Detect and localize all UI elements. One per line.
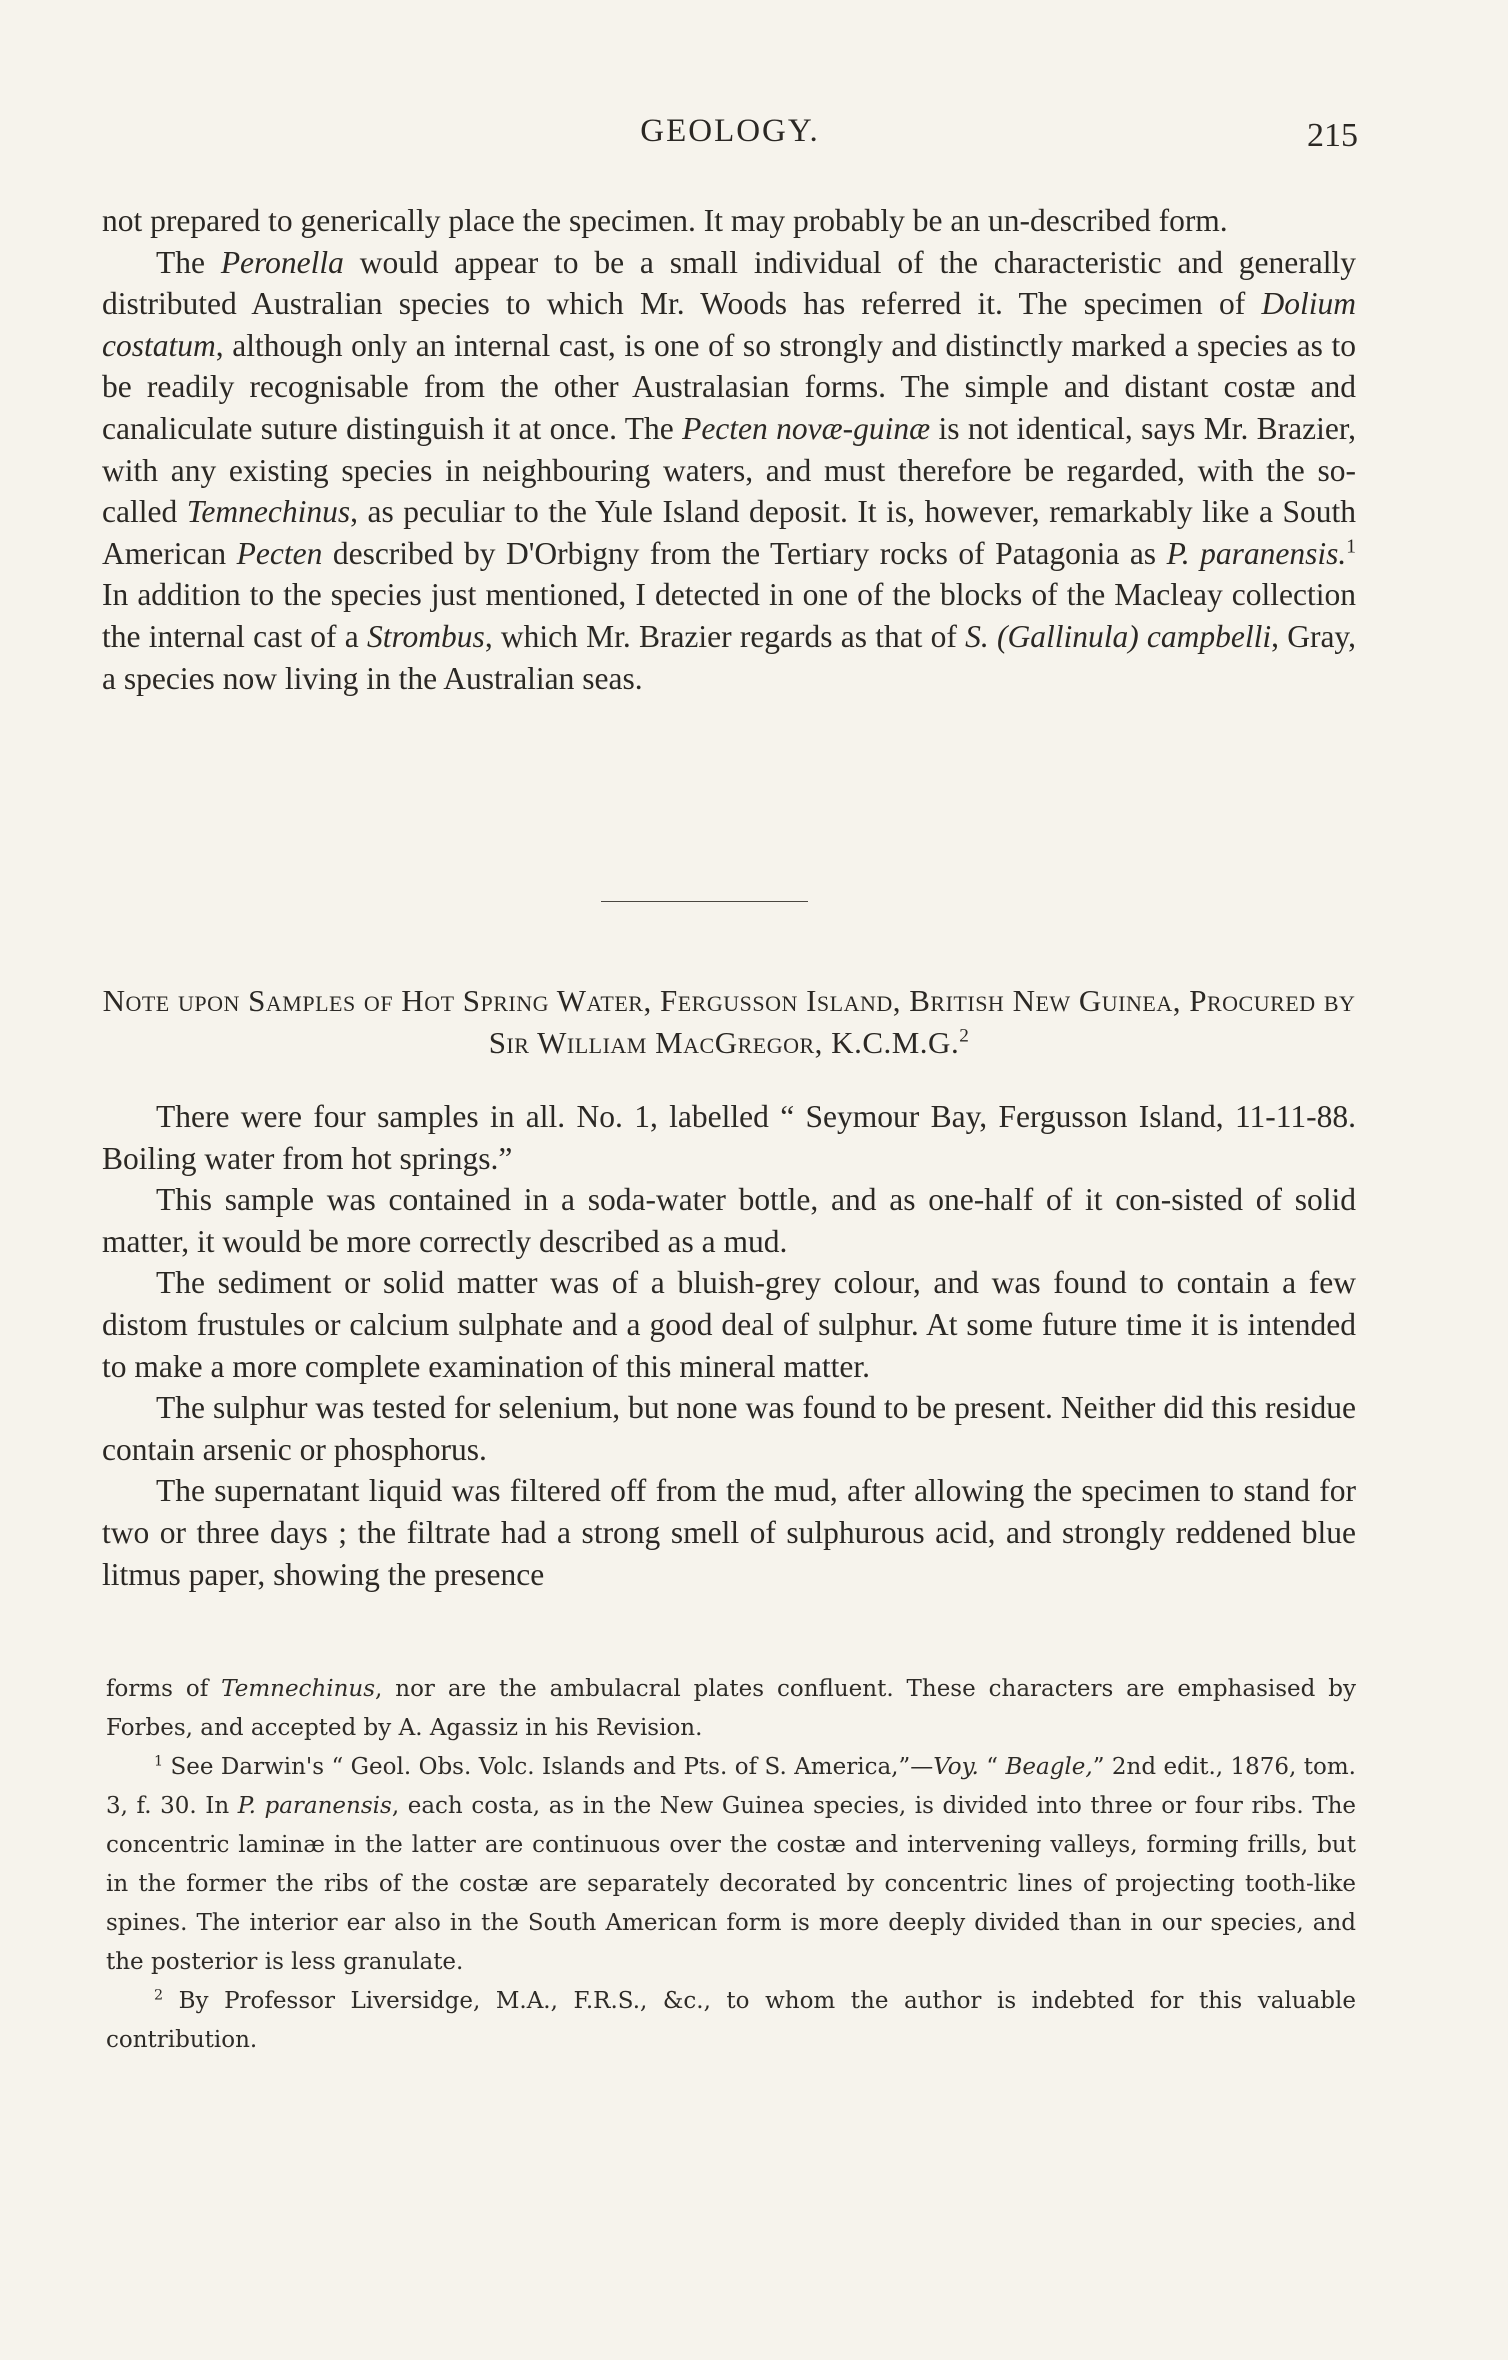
taxon-name: Temnechinus (221, 1676, 376, 1702)
taxon-name: P. paranensis. (1166, 535, 1347, 571)
footnote-2 (106, 1982, 1356, 2060)
footnote-number: 1 (154, 1753, 164, 1770)
heading-text: Note upon Samples of Hot Spring Water, Fergusson Island, British New Guinea, Procured by Sir William MacGregor, K.C.M.G. (102, 983, 1356, 1060)
text-run: See Darwin's “ Geol. Obs. Volc. Islands and Pts. of S. America,”— (163, 1754, 934, 1780)
text-run: , which Mr. Brazier regards as that of (484, 618, 966, 654)
paragraph: not prepared to generically place the specimen. It may probably be an un-described form. (102, 203, 1228, 238)
text-run: described by D'Orbigny from the Tertiary rocks of Patagonia as (322, 535, 1167, 571)
text-run: is not identical, says Mr. Brazier, with any existing species in neighbouring waters, and must therefore be regarded, with the so-called (102, 410, 1356, 530)
footnote-marker: 2 (959, 1025, 970, 1047)
text-run: ” 2nd edit., 1876, tom. 3, f. 30. In (106, 1754, 1356, 1819)
text-run: , although only an internal cast, is one of so strongly and distinctly marked a species as to be readily recognisable from the other Australasian forms. The simple and distant costæ and canaliculate suture distinguish it at once. The (102, 327, 1356, 446)
taxon-name: S. (965, 618, 989, 654)
taxon-name: Temnechinus (186, 494, 351, 530)
text-run: By Professor Liversidge, M.A., F.R.S., &c., to whom the author is indebted for this valuable contribution. (106, 1988, 1356, 2053)
italic-text: Beagle, (1005, 1754, 1093, 1780)
text-run: “ (978, 1754, 1006, 1780)
taxon-name: (Gallinula) campbelli (996, 618, 1272, 654)
section-divider (601, 901, 808, 902)
text-run: forms of (106, 1676, 222, 1702)
italic-text: Voy. (933, 1754, 979, 1780)
paragraph: This sample was contained in a soda-water bottle, and as one-half of it con-sisted of solid matter, it would be more correctly described as a mud. (102, 1182, 1356, 1259)
taxon-name: Peronella (220, 244, 344, 280)
footnote-marker: 1 (1346, 536, 1356, 558)
footnotes (106, 1670, 1356, 2060)
footnote-number: 2 (154, 1987, 164, 2004)
text-run: , nor are the ambulacral plates confluent. These characters are emphasised by Forbes, and accepted by A. Agassiz in his Revision. (106, 1676, 1356, 1741)
running-head (0, 113, 1508, 163)
text-run: , each costa, as in the New Guinea species, is divided into three or four ribs. The concentric laminæ in the latter are continuous over the costæ and intervening valleys, forming frills, but in the former the ribs of the costæ are separately decorated by concentric lines of projecting tooth-like spines. The interior ear also in the South American form is more deeply divided than in our species, and the posterior is less granulate. (106, 1793, 1356, 1975)
taxon-name: Dolium costatum (102, 286, 1356, 363)
text-run: , as peculiar to the Yule Island deposit. It is, however, remarkably like a South American (102, 494, 1357, 571)
paragraph: The sulphur was tested for selenium, but none was found to be present. Neither did this residue contain arsenic or phosphorus. (102, 1390, 1356, 1467)
page-number: 215 (1307, 117, 1358, 154)
note-body (102, 1096, 1356, 1595)
paragraph: The supernatant liquid was filtered off from the mud, after allowing the specimen to stand for two or three days ; the filtrate had a strong smell of sulphurous acid, and strongly reddened blue litmus paper, showing the presence (102, 1473, 1356, 1592)
text-run: In addition to the species just mentioned, I detected in one of the blocks of the Macleay collection the internal cast of a (102, 577, 1356, 654)
section-continuation (102, 200, 1356, 699)
taxon-name: Pecten novæ-guinæ (682, 410, 931, 446)
taxon-name: P. paranensis (237, 1793, 392, 1819)
paragraph (102, 242, 1356, 700)
paragraph: The sediment or solid matter was of a bluish-grey colour, and was found to contain a few distom frustules or calcium sulphate and a good deal of sulphur. At some future time it is intended to make a more complete examination of this mineral matter. (102, 1265, 1356, 1384)
text-run: , Gray, a species now living in the Australian seas. (102, 618, 1357, 696)
section-heading (102, 980, 1356, 1064)
running-title: GEOLOGY. (640, 113, 820, 149)
text-run: The (156, 244, 221, 280)
paragraph: There were four samples in all. No. 1, labelled “ Seymour Bay, Fergusson Island, 11-11-88. Boiling water from hot springs.” (102, 1099, 1356, 1176)
text-run: would appear to be a small individual of the characteristic and generally distributed Australian species to which Mr. Woods has referred it. The specimen of (102, 244, 1356, 322)
footnote-1 (106, 1748, 1356, 1982)
footnote-continuation (106, 1670, 1356, 1748)
taxon-name: Pecten (236, 535, 323, 571)
taxon-name: Strombus (366, 618, 485, 654)
